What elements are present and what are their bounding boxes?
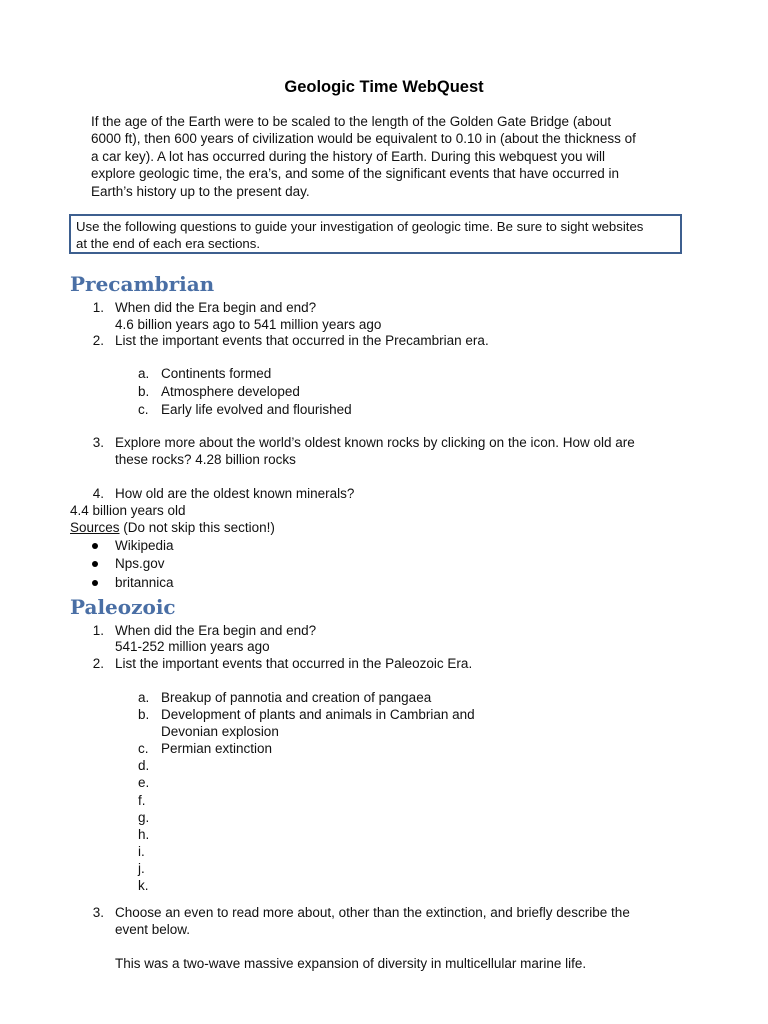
question-number: 1. [92,300,104,315]
bullet-icon [92,561,98,567]
list-letter: b. [138,384,150,399]
instruction-box [69,214,682,254]
list-item: Breakup of pannotia and creation of pangaea [161,690,432,705]
list-letter: j. [138,861,145,876]
list-item: Devonian explosion [161,724,279,739]
intro-line: If the age of the Earth were to be scaled to the length of the Golden Gate Bridge (about [91,114,612,129]
section-heading-precambrian: Precambrian [70,272,215,296]
question-text: How old are the oldest known minerals? [115,486,355,501]
sources-line [70,519,275,536]
list-letter: i. [138,844,145,859]
bullet-icon [92,543,98,549]
answer-text: 4.4 billion years old [70,503,186,518]
list-letter: f. [138,793,146,808]
question-number: 2. [92,656,104,671]
answer-text: This was a two-wave massive expansion of diversity in multicellular marine life. [115,956,587,971]
sources-label: Sources [70,520,120,535]
sources-note: (Do not skip this section!) [119,520,275,535]
intro-line: Earth’s history up to the present day. [91,183,310,199]
source-item: britannica [115,575,174,590]
list-letter: c. [138,402,149,417]
question-text: When did the Era begin and end? [115,300,317,315]
list-letter: b. [138,707,150,722]
list-letter: a. [138,366,150,381]
intro-paragraph [91,113,691,200]
answer-text: 4.6 billion years ago to 541 million years ago [115,317,382,332]
intro-line: 6000 ft), then 600 years of civilization would be equivalent to 0.10 in (about the thickness of [91,131,636,147]
question-text: these rocks? 4.28 billion rocks [115,452,296,467]
source-item: Nps.gov [115,556,165,571]
intro-line: a car key). A lot has occurred during the history of Earth. During this webquest you will [91,148,606,164]
question-number: 3. [92,905,104,920]
list-item: Continents formed [161,366,272,381]
question-text: List the important events that occurred in the Paleozoic Era. [115,656,473,671]
instruction-line: Use the following questions to guide your investigation of geologic time. Be sure to sight websites [76,219,644,234]
question-text: Choose an even to read more about, other than the extinction, and briefly describe the [115,905,630,920]
question-number: 1. [92,623,104,638]
source-item: Wikipedia [115,538,174,553]
page-title: Geologic Time WebQuest [284,78,484,96]
bullet-icon [92,580,98,586]
list-letter: e. [138,775,150,790]
intro-line: explore geologic time, the era’s, and some of the significant events that have occurred in [91,166,620,182]
list-item: Permian extinction [161,741,273,756]
section-heading-paleozoic: Paleozoic [70,595,176,619]
list-letter: h. [138,827,150,842]
list-letter: a. [138,690,150,705]
list-letter: g. [138,810,150,825]
list-letter: d. [138,758,150,773]
list-item: Atmosphere developed [161,384,300,399]
list-letter: k. [138,878,149,893]
question-text: Explore more about the world’s oldest known rocks by clicking on the icon. How old are [115,435,635,450]
question-text: event below. [115,922,191,937]
question-number: 3. [92,435,104,450]
list-item: Development of plants and animals in Cambrian and [161,707,475,722]
answer-text: 541-252 million years ago [115,639,270,654]
list-letter: c. [138,741,149,756]
list-item: Early life evolved and flourished [161,402,352,417]
question-number: 2. [92,333,104,348]
instruction-line: at the end of each era sections. [76,236,261,251]
question-text: When did the Era begin and end? [115,623,317,638]
question-text: List the important events that occurred in the Precambrian era. [115,333,489,348]
question-number: 4. [92,486,104,501]
